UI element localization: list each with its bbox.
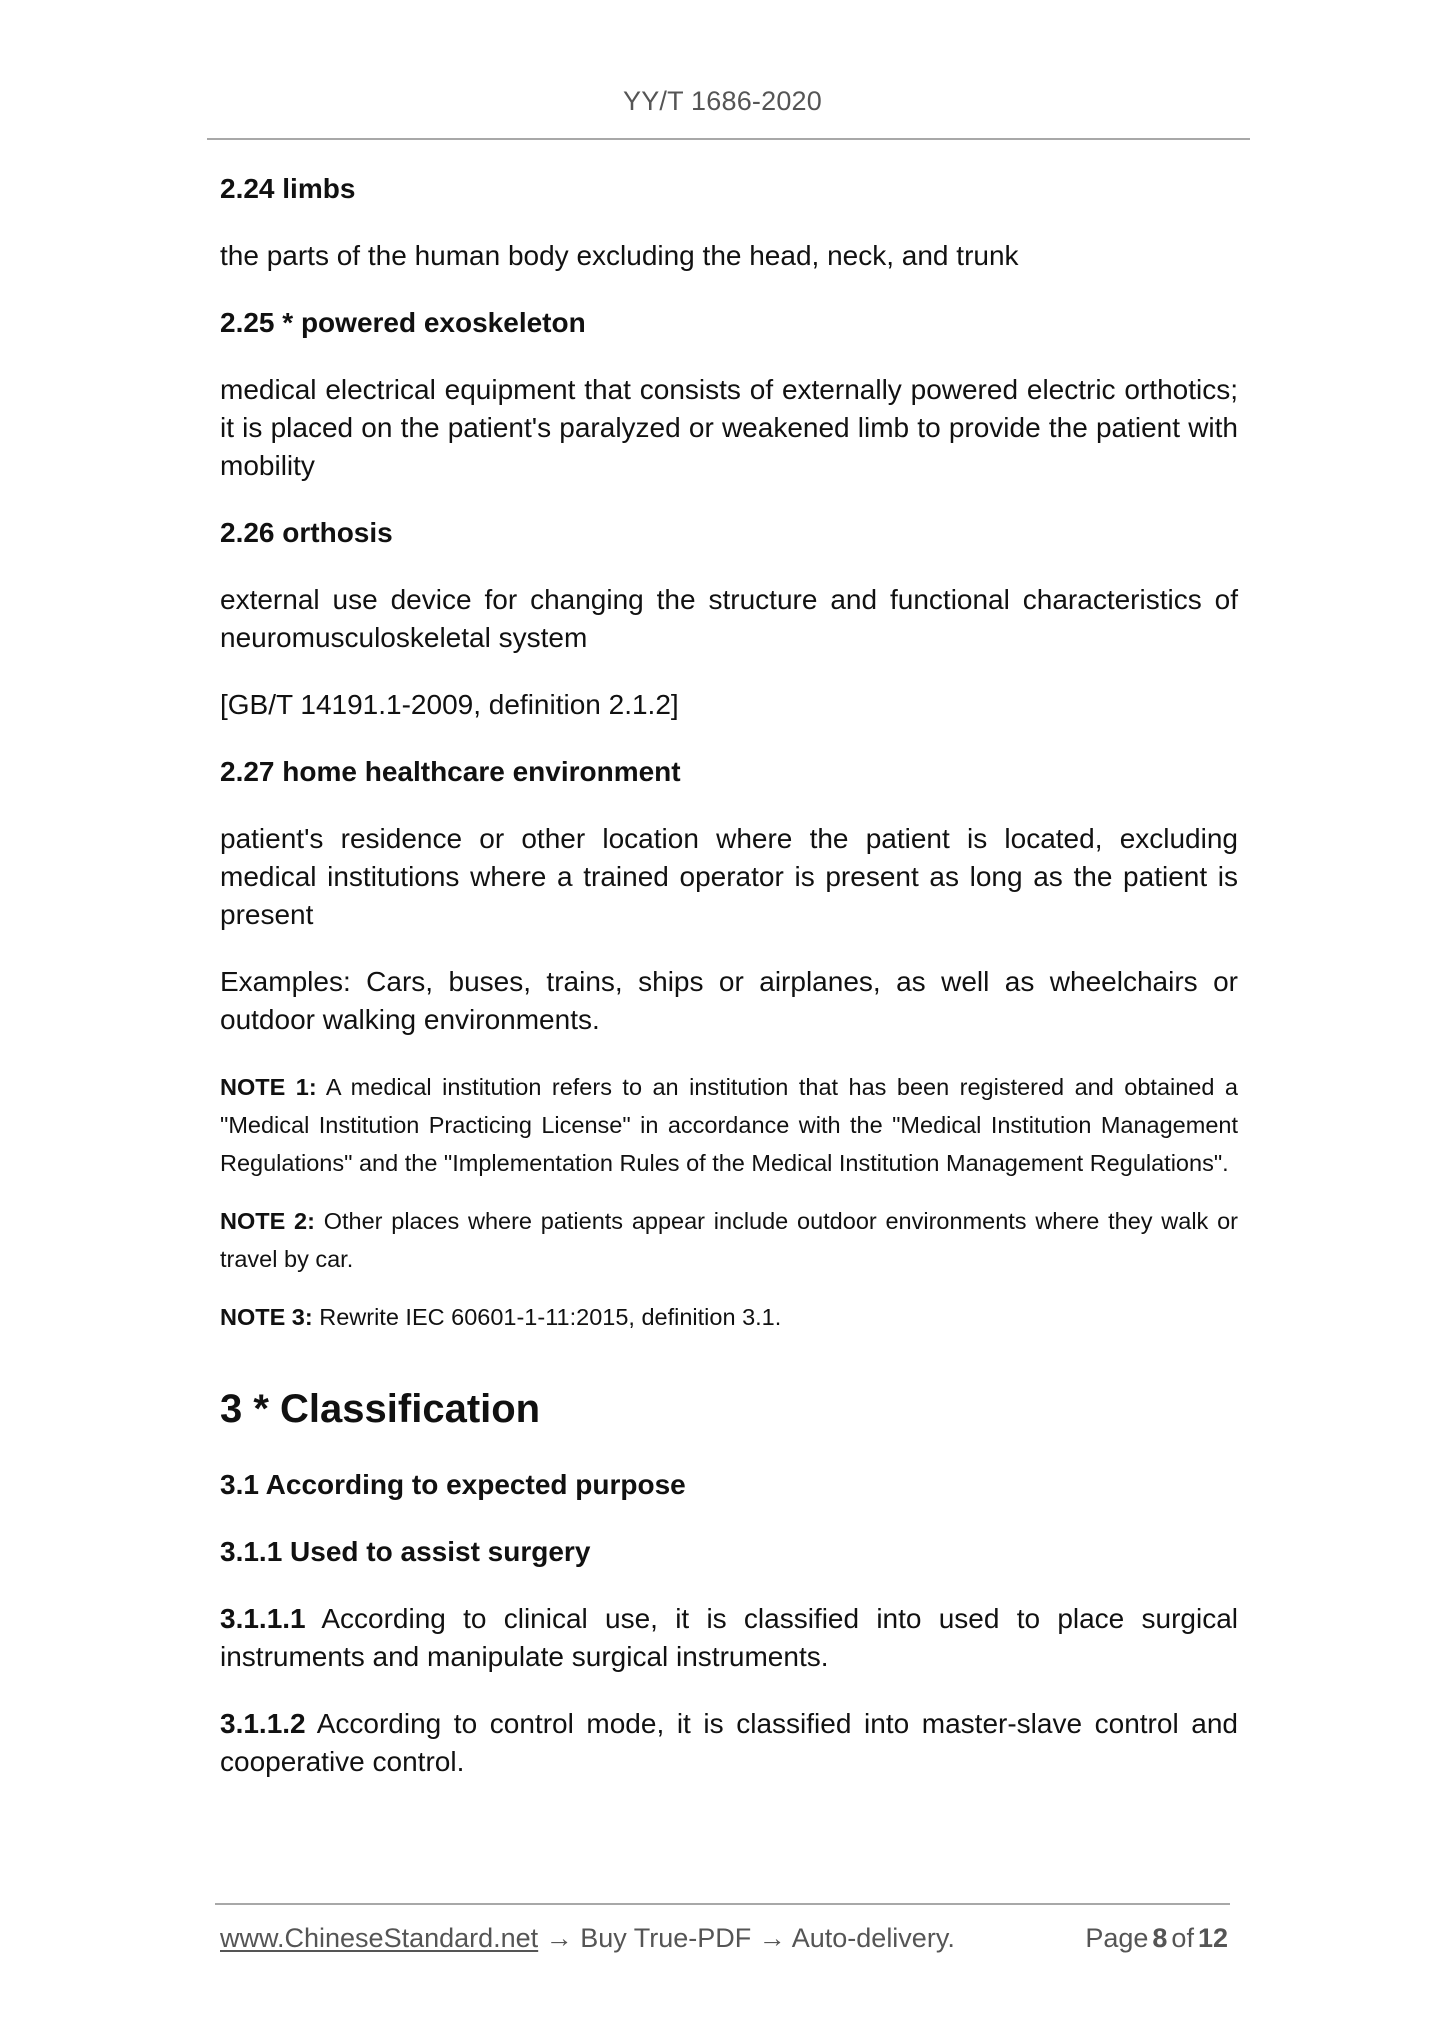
term-definition-2-27: patient's residence or other location where the patient is located, excluding medical institutions where a trained operator is present as long as the patient is present bbox=[220, 823, 1238, 930]
footer-tagline: → Buy True-PDF → Auto-delivery. bbox=[538, 1923, 955, 1953]
chinesestandard-link[interactable]: www.ChineseStandard.net bbox=[220, 1923, 539, 1953]
subclause-3-1-1-2-number: 3.1.1.2 bbox=[220, 1708, 306, 1739]
term-source-2-26: [GB/T 14191.1-2009, definition 2.1.2] bbox=[220, 689, 679, 720]
subclause-heading-3-1-1: 3.1.1 Used to assist surgery bbox=[220, 1536, 591, 1567]
page-number bbox=[1081, 1923, 1228, 1954]
note-2-label: NOTE 2: bbox=[220, 1208, 315, 1234]
page-current: 8 bbox=[1152, 1923, 1168, 1953]
term-definition-2-24: the parts of the human body excluding the head, neck, and trunk bbox=[220, 240, 1019, 271]
note-2-text: Other places where patients appear include outdoor environments where they walk or travel by car. bbox=[220, 1208, 1238, 1272]
document-body bbox=[220, 170, 1238, 1810]
term-heading-2-27: 2.27 home healthcare environment bbox=[220, 756, 681, 787]
subclause-3-1-1-2-text: According to control mode, it is classified into master-slave control and cooperative control. bbox=[220, 1708, 1238, 1777]
term-definition-2-25: medical electrical equipment that consists of externally powered electric orthotics; it is placed on the patient's paralyzed or weakened limb to provide the patient with mobility bbox=[220, 374, 1238, 481]
note-1-text: A medical institution refers to an institution that has been registered and obtained a "Medical Institution Practicing License" in accordance with the "Medical Institution Management Regulations" and the "Implementation Rules of the Medical Institution Management Regulations". bbox=[220, 1074, 1238, 1176]
footer-promo bbox=[220, 1923, 955, 1954]
note-3-text: Rewrite IEC 60601-1-11:2015, definition 3.1. bbox=[312, 1304, 782, 1330]
header-divider bbox=[207, 138, 1250, 140]
note-1 bbox=[220, 1068, 1238, 1182]
page-label: Page bbox=[1085, 1923, 1149, 1953]
footer-divider bbox=[215, 1903, 1230, 1905]
term-examples-2-27: Examples: Cars, buses, trains, ships or airplanes, as well as wheelchairs or outdoor walking environments. bbox=[220, 966, 1238, 1035]
note-2 bbox=[220, 1202, 1238, 1278]
document-id-header: YY/T 1686-2020 bbox=[623, 86, 822, 116]
subclause-3-1-1-2 bbox=[220, 1705, 1238, 1781]
page-total: 12 bbox=[1197, 1923, 1228, 1953]
subclause-3-1-1-1-text: According to clinical use, it is classified into used to place surgical instruments and manipulate surgical instruments. bbox=[220, 1603, 1238, 1672]
term-definition-2-26: external use device for changing the structure and functional characteristics of neuromusculoskeletal system bbox=[220, 584, 1238, 653]
term-heading-2-24: 2.24 limbs bbox=[220, 173, 356, 204]
term-heading-2-26: 2.26 orthosis bbox=[220, 517, 393, 548]
clause-title-3: 3 * Classification bbox=[220, 1387, 541, 1431]
subclause-3-1-1-1-number: 3.1.1.1 bbox=[220, 1603, 306, 1634]
subclause-3-1-1-1 bbox=[220, 1600, 1238, 1676]
note-3-label: NOTE 3: bbox=[220, 1304, 313, 1330]
note-1-label: NOTE 1: bbox=[220, 1074, 317, 1100]
page-footer bbox=[220, 1923, 1228, 1954]
note-3 bbox=[220, 1298, 1238, 1336]
term-heading-2-25: 2.25 * powered exoskeleton bbox=[220, 307, 586, 338]
subclause-heading-3-1: 3.1 According to expected purpose bbox=[220, 1469, 686, 1500]
page-of-label: of bbox=[1171, 1923, 1194, 1953]
